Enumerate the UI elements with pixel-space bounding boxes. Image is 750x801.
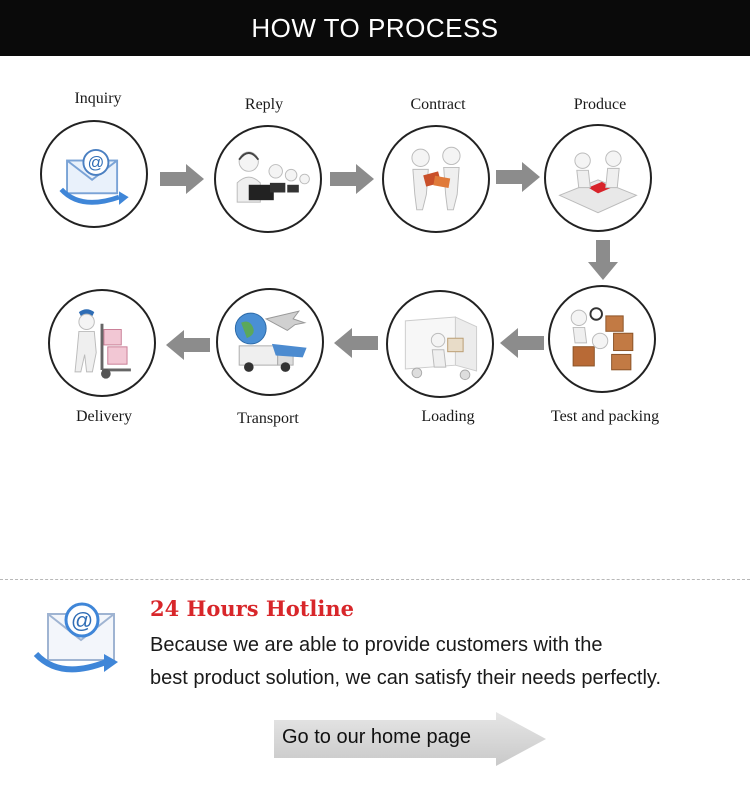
- svg-text:@: @: [87, 154, 105, 173]
- step-reply-label: Reply: [244, 96, 284, 113]
- step-inquiry-label: Inquiry: [74, 90, 122, 107]
- page-header: [0, 0, 750, 56]
- step-inquiry: [38, 90, 158, 108]
- step-loading-label: Loading: [421, 408, 475, 425]
- global-transport-icon: [216, 288, 324, 396]
- call-center-icon: [214, 125, 322, 233]
- arrow-right-icon: [160, 164, 204, 194]
- home-page-button-label: Go to our home page: [282, 726, 472, 748]
- page-title: HOW TO PROCESS: [251, 12, 499, 43]
- hotline-description-line-2: best product solution, we can satisfy their needs perfectly.: [150, 667, 662, 689]
- home-page-button[interactable]: [274, 712, 546, 766]
- step-reply: [204, 96, 324, 114]
- step-test-packing-label: Test and packing: [550, 408, 660, 425]
- step-produce: [540, 96, 660, 114]
- step-test-packing: [540, 408, 670, 426]
- arrow-down-icon: [588, 240, 618, 280]
- truck-loading-icon: [386, 290, 494, 398]
- step-loading: [388, 408, 508, 426]
- step-contract-label: Contract: [410, 96, 466, 113]
- arrow-right-icon: [496, 162, 540, 192]
- arrow-left-icon: [500, 328, 544, 358]
- hotline-description-line-1: Because we are able to provide customers with the: [150, 634, 603, 656]
- handshake-deal-icon: [382, 125, 490, 233]
- step-transport-label: Transport: [237, 410, 299, 427]
- svg-text:@: @: [70, 608, 94, 633]
- step-delivery-label: Delivery: [76, 408, 132, 425]
- dashed-divider: [0, 579, 750, 580]
- hand-truck-delivery-icon: [48, 289, 156, 397]
- step-produce-label: Produce: [573, 96, 627, 113]
- step-delivery: [44, 408, 164, 426]
- inspection-boxes-icon: [548, 285, 656, 393]
- puzzle-assembly-icon: [544, 124, 652, 232]
- arrow-left-icon: [166, 330, 210, 360]
- step-transport: [208, 410, 328, 428]
- step-contract: [378, 96, 498, 114]
- arrow-left-icon: [334, 328, 378, 358]
- email-at-icon: [40, 120, 148, 228]
- arrow-right-icon: [330, 164, 374, 194]
- email-envelope-icon: [30, 596, 140, 676]
- hotline-title: 24 Hours Hotline: [150, 596, 354, 621]
